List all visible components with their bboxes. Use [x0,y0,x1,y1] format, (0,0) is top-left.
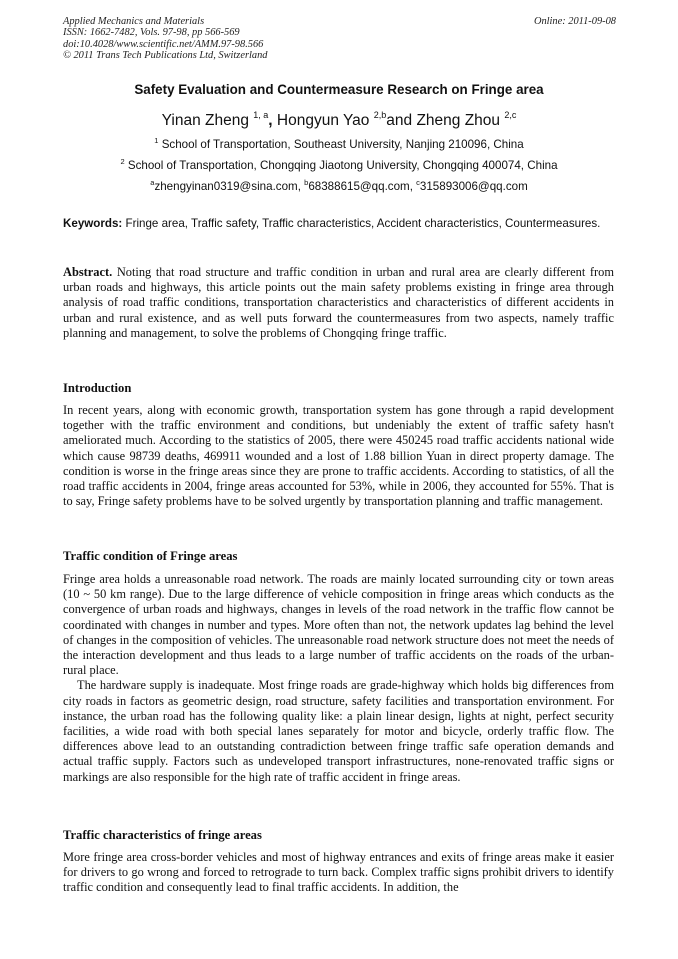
journal-name: Applied Mechanics and Materials [63,16,205,27]
author-and: and [386,112,413,129]
section-heading: Traffic characteristics of fringe areas [63,828,262,842]
email-line [63,179,615,195]
author-name: Yinan Zheng [161,112,249,129]
doi-line: doi:10.4028/www.scientific.net/AMM.97-98.566 [63,38,264,50]
paragraph: Fringe area holds a unreasonable road network. The roads are mainly located surrounding city or town areas (10 ~ 50 km range). Due to the large difference of vehicle composition in fringe areas which conducts as the convergence of urban roads and highways, changes in levels of the road network in the traffic flow cannot be coordinated with changes in number and types. More often than not, the network updates lag behind the level of changes in the composition of vehicles. The unreasonable road network structure does not meet the needs of the interaction development and thus leads to a large number of traffic accidents on the roads of the urban-rural place. [63,572,614,678]
journal-header [63,16,267,61]
affiliation-text: School of Transportation, Southeast University, Nanjing 210096, China [161,138,524,151]
keywords-label: Keywords: [63,217,123,230]
affiliation-sup: 2 [120,157,125,166]
author-sup: 1, a [253,110,269,120]
affiliation-sup: 1 [154,136,159,145]
abstract-text: Noting that road structure and traffic condition in urban and rural area are clearly different from urban roads and highways, this article points out the main safety problems existing in fringe area through analysis of road traffic conditions, transportation characteristics and characteristics of different accidents in urban and rural existence, and as well puts forward the countermeasures from two aspects, namely traffic planning and management, to solve the problems of Chongqing fringe traffic. [63,265,614,340]
email-address: 68388615@qq.com, [308,180,413,193]
author-sup: 2,c [504,110,517,120]
email-address: zhengyinan0319@sina.com, [154,180,301,193]
section-heading: Introduction [63,381,132,395]
section-heading: Traffic condition of Fringe areas [63,549,238,563]
author-separator: , [268,112,273,129]
issn-line: ISSN: 1662-7482, Vols. 97-98, pp 566-569 [63,27,240,39]
section-body [63,403,614,509]
email-sup: c [416,178,420,187]
abstract-block [63,265,614,341]
paper-title: Safety Evaluation and Countermeasure Research on Fringe area [134,82,544,97]
keywords-text: Fringe area, Traffic safety, Traffic characteristics, Accident characteristics, Countermeasures. [125,217,601,230]
author-sup: 2,b [373,110,387,120]
paragraph: More fringe area cross-border vehicles and most of highway entrances and exits of fringe areas make it easier for drivers to go wrong and forced to retrograde to turn back. Complex traffic signs prohibit drivers to identify traffic condition and consequently lead to final traffic accidents. In addition, the [63,850,614,895]
author-line [63,110,615,132]
keywords-block [63,216,614,231]
section-body [63,850,614,896]
section-body [63,572,614,785]
affiliation-1 [63,137,615,153]
abstract-label: Abstract. [63,265,113,279]
online-date: Online: 2011-09-08 [533,16,616,27]
email-sup: a [150,178,155,187]
paragraph: In recent years, along with economic growth, transportation system has gone through a rapid development together with the traffic environment and conditions, but undeniably the extent of traffic safety hasn't ameliorated much. According to the statistics of 2005, there were 450245 road traffic accidents national wide which cause 98739 deaths, 469911 wounded and a lost of 1.88 billion Yuan in direct property damage. The condition is worse in the fringe areas since they are prone to traffic accidents. According to statistics, of all the road traffic accidents in 2004, fringe areas accounted for 53%, while in 2006, they accounted for 55%. That is to say, Fringe safety problems have to be solved urgently by transportation planning and traffic management. [63,403,614,509]
email-address: 315893006@qq.com [419,180,528,193]
author-name: Zheng Zhou [416,112,501,129]
affiliation-2 [63,158,615,174]
author-name: Hongyun Yao [276,112,370,129]
copyright-line: © 2011 Trans Tech Publications Ltd, Switzerland [63,49,268,61]
affiliation-text: School of Transportation, Chongqing Jiaotong University, Chongqing 400074, China [127,159,558,172]
email-sup: b [304,178,309,187]
paragraph: The hardware supply is inadequate. Most fringe roads are grade-highway which holds big differences from city roads in factors as geometric design, road structure, safety facilities and transportation environment. For instance, the urban road has the following quality like: a plain linear design, lights at night, perfect security facilities, a wide road with both special lanes separately for motor and bicycle, orderly traffic flow. The differences above lead to an outstanding contradiction between fringe traffic safe operation demands and actual traffic supply. Factors such as undeveloped transport infrastructures, none-renovated traffic signs or markings are also responsible for the high rate of traffic accident in fringe areas. [63,678,614,784]
